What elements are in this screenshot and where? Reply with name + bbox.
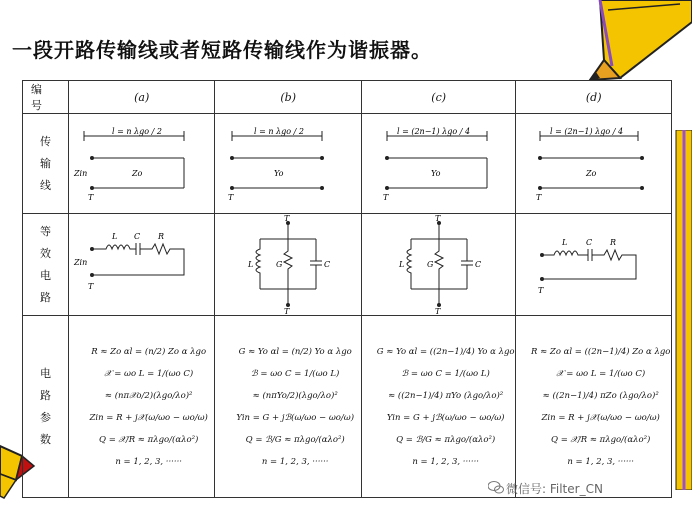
svg-text:T: T: [434, 306, 441, 315]
svg-text:G: G: [426, 259, 434, 269]
svg-text:C: C: [585, 237, 592, 247]
svg-text:l = n λgo / 2: l = n λgo / 2: [111, 126, 162, 136]
svg-text:L: L: [561, 237, 567, 247]
watermark-text: 微信号: Filter_CN: [506, 482, 603, 496]
svg-text:T: T: [284, 214, 290, 223]
formula-line: Q = 𝒳/R ≈ πλgo/(αλo²): [99, 434, 199, 445]
formulas-a: [68, 316, 215, 498]
tl-diagram-c: [361, 114, 515, 214]
resonator-table: [22, 80, 672, 488]
formula-line: 𝒳 = ωo L = 1/(ωo C): [104, 368, 194, 379]
svg-text:L: L: [398, 259, 404, 269]
column-header-a: (a): [68, 81, 215, 114]
tl-diagram-b: [215, 114, 362, 214]
circuit-series-a: [68, 214, 215, 316]
formula-line: Yin = G + jℬ(ω/ωo − ωo/ω): [386, 412, 505, 423]
formula-line: Zin = R + j𝒳(ω/ωo − ωo/ω): [89, 412, 208, 423]
circuit-parallel-c: [361, 214, 515, 316]
formula-line: G ≈ Yo αl = ((2n−1)/4) Yo α λgo: [376, 346, 515, 357]
formula-line: R ≈ Zo αl = ((2n−1)/4) Zo α λgo: [530, 346, 671, 357]
svg-text:Yo: Yo: [274, 168, 284, 178]
formulas-b: [215, 316, 362, 498]
formula-line: Q = ℬ/G ≈ πλgo/(αλo²): [245, 434, 345, 445]
pencil-top-right-icon: [560, 0, 692, 80]
svg-text:Zo: Zo: [585, 168, 597, 178]
svg-text:T: T: [228, 192, 234, 202]
column-header-b: (b): [215, 81, 362, 114]
column-header-c: (c): [361, 81, 515, 114]
formula-line: G ≈ Yo αl = (n/2) Yo α λgo: [238, 346, 352, 357]
table-header-row: [23, 81, 672, 114]
formula-line: n = 1, 2, 3, ······: [115, 456, 182, 467]
svg-text:Yo: Yo: [430, 168, 441, 178]
formula-line: Yin = G + jℬ(ω/ωo − ωo/ω): [236, 412, 355, 423]
svg-text:T: T: [537, 285, 544, 295]
formula-line: ≈ ((2n−1)/4) πZo (λgo/λo)²: [542, 390, 659, 401]
svg-text:C: C: [324, 259, 331, 269]
svg-text:C: C: [474, 259, 481, 269]
formula-line: n = 1, 2, 3, ······: [261, 456, 329, 467]
svg-text:l = (2n−1) λgo / 4: l = (2n−1) λgo / 4: [396, 126, 470, 136]
transmission-line-row: [23, 114, 672, 214]
formula-line: Q = ℬ/G ≈ πλgo/(αλo²): [396, 434, 496, 445]
tl-diagram-a: [68, 114, 215, 214]
circuit-series-d: [516, 214, 672, 316]
svg-text:C: C: [133, 231, 140, 241]
svg-text:Zin: Zin: [73, 257, 87, 267]
svg-text:R: R: [609, 237, 616, 247]
svg-text:l = n λgo / 2: l = n λgo / 2: [254, 126, 305, 136]
row-label-circuit-parameters: 电 路 参 数: [23, 316, 69, 498]
svg-text:T: T: [434, 214, 441, 223]
svg-text:L: L: [248, 259, 254, 269]
svg-text:T: T: [382, 192, 389, 202]
row-label-equivalent-circuit: 等 效 电 路: [23, 214, 69, 316]
formula-line: Q = 𝒳/R ≈ πλgo/(αλo²): [551, 434, 651, 445]
svg-text:Zin: Zin: [73, 168, 87, 178]
formula-line: ≈ ((2n−1)/4) πYo (λgo/λo)²: [388, 390, 504, 401]
svg-text:l = (2n−1) λgo / 4: l = (2n−1) λgo / 4: [549, 126, 623, 136]
circuit-parameter-row: [23, 316, 672, 498]
formulas-c: [361, 316, 515, 498]
equivalent-circuit-row: [23, 214, 672, 316]
svg-text:R: R: [157, 231, 164, 241]
tl-diagram-d: [516, 114, 672, 214]
svg-text:T: T: [535, 192, 542, 202]
pencil-right-edge-icon: [672, 130, 692, 490]
formula-line: n = 1, 2, 3, ······: [567, 456, 635, 467]
formula-line: R ≈ Zo αl = (n/2) Zo α λgo: [91, 346, 207, 357]
circuit-parallel-b: [215, 214, 362, 316]
formula-line: ≈ (nπ𝒳o/2)(λgo/λo)²: [104, 390, 193, 401]
formula-line: ℬ = ωo C = 1/(ωo L): [251, 368, 340, 379]
svg-text:T: T: [87, 281, 94, 291]
formula-line: 𝒳 = ωo L = 1/(ωo C): [556, 368, 646, 379]
formula-line: Zin = R + j𝒳(ω/ωo − ωo/ω): [541, 412, 660, 423]
slide-title: 一段开路传输线或者短路传输线作为谐振器。: [12, 38, 432, 62]
formulas-d: [516, 316, 672, 498]
column-header-d: (d): [516, 81, 672, 114]
header-number-label: 编号: [23, 81, 69, 114]
row-label-transmission-line: 传 输 线: [23, 114, 69, 214]
formula-line: ≈ (nπYo/2)(λgo/λo)²: [252, 390, 338, 401]
svg-text:Zo: Zo: [131, 168, 143, 178]
svg-text:T: T: [284, 306, 290, 315]
svg-text:G: G: [276, 259, 283, 269]
formula-line: ℬ = ωo C = 1/(ωo L): [401, 368, 490, 379]
formula-line: n = 1, 2, 3, ······: [412, 456, 479, 467]
svg-text:L: L: [111, 231, 117, 241]
wechat-icon: [488, 481, 504, 494]
svg-text:T: T: [87, 192, 94, 202]
